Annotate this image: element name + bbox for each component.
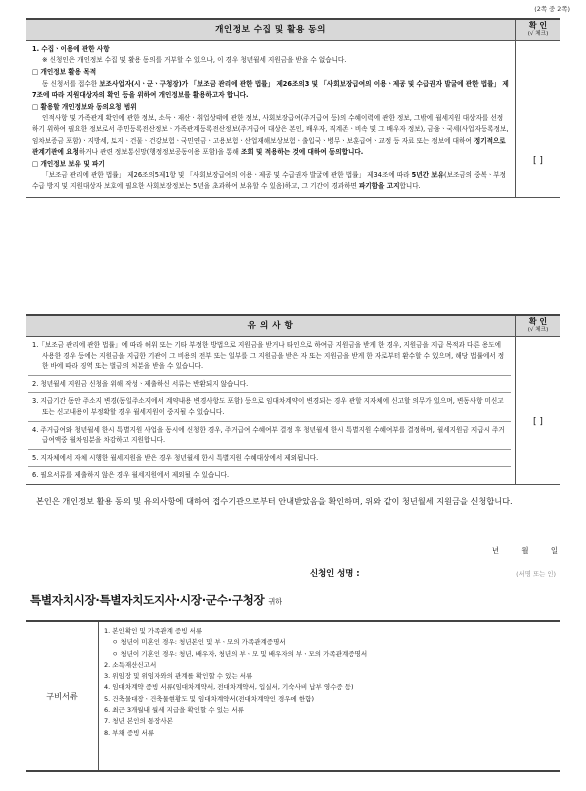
notes-section <box>26 314 560 485</box>
document-item: 1. 본인확인 및 가족관계 증빙 서류 <box>104 627 203 635</box>
document-item: 4. 임대차계약 증빙 서류(임대차계약서, 전대차계약서, 입실서, 기숙사비 납부 영수증 등) <box>104 683 354 692</box>
document-item: 2. 소득재산신고서 <box>104 660 157 669</box>
privacy-consent-checkbox[interactable]: [ ] <box>533 156 543 166</box>
applicant-statement: 본인은 개인정보 활용 동의 및 유의사항에 대하여 접수기관으로부터 안내받았음을 확인하며, 위와 같이 청년월세 지원금을 신청합니다. <box>36 496 513 506</box>
required-documents-table <box>26 620 560 772</box>
note-item: 4. 주거급여와 청년월세 한시 특별지원 사업을 동시에 신청한 경우, 주거급여 수혜여부 결정 후 청년월세 한시 특별지원 수혜여부를 결정하며, 월세지원금 지급시 주거급여액중 월차임분을 차감하고 지원합니다. <box>28 422 511 450</box>
documents-label: 구비서류 <box>26 622 99 770</box>
privacy-header <box>26 20 560 41</box>
document-item: 6. 최근 3개월내 월세 지급을 확인할 수 있는 서류 <box>104 706 244 715</box>
retention-title: □ 개인정보 보유 및 파기 <box>32 160 105 169</box>
note-item: 2. 청년월세 지원금 신청을 위해 작성ㆍ제출하신 서류는 반환되지 않습니다. <box>28 376 511 394</box>
signature-field[interactable]: (서명 또는 인) <box>516 570 556 578</box>
note-item: 5. 지자체에서 자체 시행한 월세지원을 받은 경우 청년월세 한시 특별지원 수혜대상에서 제외됩니다. <box>28 450 511 468</box>
document-item: 8. 부채 증빙 서류 <box>104 728 155 737</box>
notes-list <box>26 337 516 484</box>
scope-title: □ 활용할 개인정보와 동의요청 범위 <box>32 103 137 112</box>
note-item: 3. 지급기간 동안 주소지 변경(동일주소지에서 계약내용 변경사항도 포함) 등으로 임대차계약이 변경되는 경우 관할 지자체에 신고할 의무가 있으며, 변동사항 미신고 또는 신고내용이 부정확할 경우 월세지원이 중지될 수 있습니다. <box>28 393 511 421</box>
page-indicator: (2쪽 중 2쪽) <box>534 5 570 13</box>
notes-header <box>26 316 560 337</box>
document-item: 5. 건축물대장ㆍ건축물현황도 및 임대차계약서(전대차계약인 경우에 한함) <box>104 694 314 703</box>
document-item: ㅇ 청년이 미혼인 경우: 청년본인 및 부ㆍ모의 가족관계증명서 <box>112 638 286 647</box>
notes-title: 유 의 사 항 <box>26 316 516 336</box>
check-label: 확 인 <box>528 21 548 30</box>
note-item: 6. 필요서류를 제출하지 않은 경우 월세지원에서 제외될 수 있습니다. <box>32 471 230 480</box>
privacy-check-header <box>516 21 560 38</box>
consent-notice: ※ 신청인은 개인정보 수집 및 활용 동의를 거부할 수 있으나, 이 경우 청년월세 지원금을 받을 수 없습니다. <box>42 56 347 65</box>
collection-heading: 1. 수집ㆍ이용에 관한 사항 <box>32 45 110 53</box>
note-item: 1.「보조금 관리에 관한 법률」에 따라 허위 또는 기타 부정한 방법으로 지원금을 받거나 타인으로 하여금 지원금을 받게 한 경우, 지원금을 지급 목적과 다른 용도에 사용한 경우 등에는 지원금을 지급한 기관이 그 비용의 전부 또는 일부를 그 지원금을 받은 자 또는 지원금을 받게 한 자로부터 환수할 수 있으며, 해당 법률에서 정한 바에 따라 징역 또는 벌금의 처분을 받을 수 있습니다. <box>28 337 511 376</box>
purpose-text: 동 신청서를 접수한 보조사업자(시ㆍ군ㆍ구청장)가 「보조금 관리에 관한 법률」 제26조의3 및 「사회보장급여의 이용ㆍ제공 및 수급권자 발굴에 관한 법률」 제7조에 따라 지원대상자의 확인 등을 위하여 개인정보를 활용하고자 합니다. <box>32 79 509 99</box>
scope-text: 인적사항 및 가족관계 확인에 관한 정보, 소득ㆍ재산ㆍ취업상태에 관한 정보, 사회보장급여(주거급여 등)의 수혜이력에 관한 정보, 그밖에 월세지원 대상자를 선정하기 위하여 필요한 정보로서 주민등록전산정보ㆍ가족관계등록전산정보(주거급여 대상은 본인, 배우자, 직계존ㆍ비속 및 그 배우자 정보), 금융ㆍ국세(사업자등록정보,임차보증금 포함)ㆍ지방세, 토지ㆍ건물ㆍ건강보험ㆍ국민연금ㆍ고용보험ㆍ산업재해보상보험ㆍ출입국ㆍ병무ㆍ보훈급여ㆍ교정 등 자료 또는 정보에 대하여 정기적으로 관계기관에 요청하거나 관련 정보통신망(행정정보공동이용 포함)을 통해 조회 및 적용하는 것에 대하여 동의합니다. <box>32 114 509 156</box>
retention-text: 「보조금 관리에 관한 법률」 제26조의5제1항 및 「사회보장급여의 이용ㆍ제공 및 수급권자 발굴에 관한 법률」 제34조에 따라 5년간 보유(보조금의 중복ㆍ부정수급 방지 및 지원대상자 보호에 필요한 사회보장정보는 5년을 초과하여 보유할 수 있음)하고, 그 기간이 경과하면 파기함을 고지합니다. <box>32 171 506 191</box>
documents-list <box>104 626 554 739</box>
notes-confirm-checkbox[interactable]: [ ] <box>533 417 543 427</box>
document-item: 3. 위임장 및 위임자와의 관계를 확인할 수 있는 서류 <box>104 672 253 681</box>
document-item: ㅇ 청년이 기혼인 경우: 청년, 배우자, 청년의 부ㆍ모 및 배우자의 부ㆍ모의 가족관계증명서 <box>112 649 368 658</box>
addressee-suffix: 귀하 <box>268 597 282 606</box>
privacy-consent-section <box>26 18 560 198</box>
signature-label: 신청인 성명 : <box>310 568 360 578</box>
date-line[interactable]: 년 월 일 <box>491 546 558 555</box>
purpose-title: □ 개인정보 활용 목적 <box>32 68 97 77</box>
addressee-name: 특별자치시장·특별자치도지사·시장·군수·구청장 <box>30 593 265 607</box>
privacy-title: 개인정보 수집 및 활용 동의 <box>26 20 516 40</box>
addressee <box>30 592 282 608</box>
document-item: 7. 청년 본인의 통장사본 <box>104 717 173 726</box>
notes-check-header: 확 인 (√ 체크) <box>527 317 549 333</box>
check-sub: (√ 체크) <box>527 31 549 37</box>
